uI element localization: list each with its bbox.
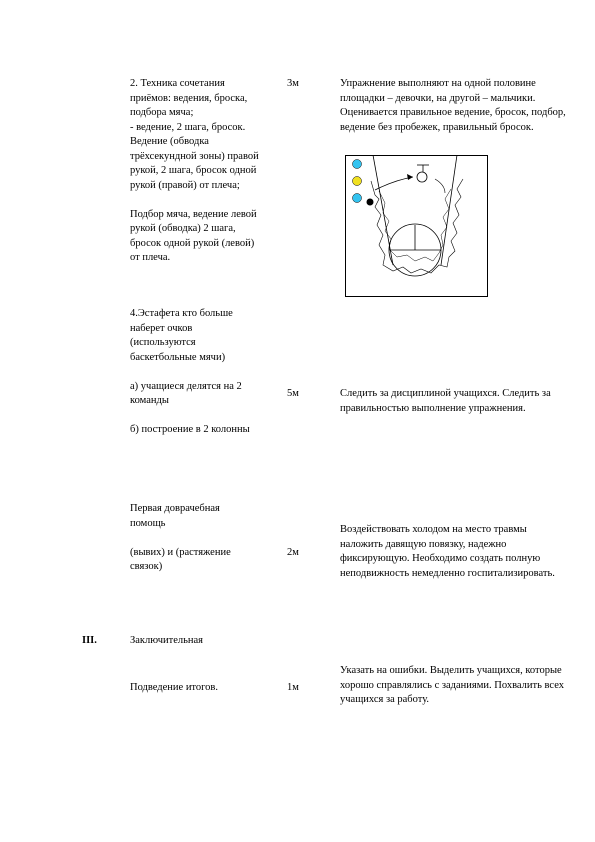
basket-ring xyxy=(417,172,427,182)
first-aid-instructions: Воздействовать холодом на место травмы наложить давящую повязку, надежно фиксирующую. Необходимо создать полную неподвижность немедленно госпитализировать. xyxy=(340,524,555,579)
lane-line-right xyxy=(441,155,457,265)
exercise-2-instructions: Упражнение выполняют на одной половине площадки – девочки, на другой – мальчики. Оценивается правильное ведение, бросок, подбор, ведение без пробежек, правильный бросок. xyxy=(340,78,566,133)
player-marker xyxy=(353,177,362,186)
relay-description: 4.Эстафета кто больше наберет очков (используются баскетбольные мячи) а) учащиеся делятся на 2 команды б) построение в 2 колонны xyxy=(130,308,250,435)
arrow-head xyxy=(407,174,413,180)
section-title: Заключительная xyxy=(130,635,203,646)
relay-time: 5м xyxy=(287,388,299,399)
ball-marker xyxy=(367,199,374,206)
player-marker xyxy=(353,194,362,203)
dribble-path xyxy=(371,179,463,273)
summary-description: Подведение итогов. xyxy=(130,682,219,693)
diagram-frame xyxy=(346,156,488,297)
basketball-drill-diagram xyxy=(345,155,488,297)
summary-instructions: Указать на ошибки. Выделить учащихся, которые хорошо справлялись с заданиями. Похвалить всех учащихся за работу. xyxy=(340,665,564,705)
first-aid-description: Первая доврачебная помощь (вывих) и (растяжение связок) xyxy=(130,503,231,572)
return-arrow xyxy=(435,179,445,193)
section-number: III. xyxy=(82,635,97,646)
exercise-2-description: 2. Техника сочетания приёмов: ведения, броска, подбора мяча; - ведение, 2 шага, бросок. Ведение (обводка трёхсекундной зоны) правой рукой, 2 шага, бросок одной рукой (правой) от плеча; Подбор мяча, ведение левой рукой (обводка) 2 шага, бросок одной рукой (левой) от плеча. xyxy=(130,78,259,263)
player-marker xyxy=(353,160,362,169)
movement-arrow xyxy=(375,177,413,190)
exercise-2-time: 3м xyxy=(287,78,299,89)
relay-instructions: Следить за дисциплиной учащихся. Следить за правильностью выполнение упражнения. xyxy=(340,388,551,414)
first-aid-time: 2м xyxy=(287,547,299,558)
summary-time: 1м xyxy=(287,682,299,693)
lane-line-left xyxy=(373,155,393,265)
